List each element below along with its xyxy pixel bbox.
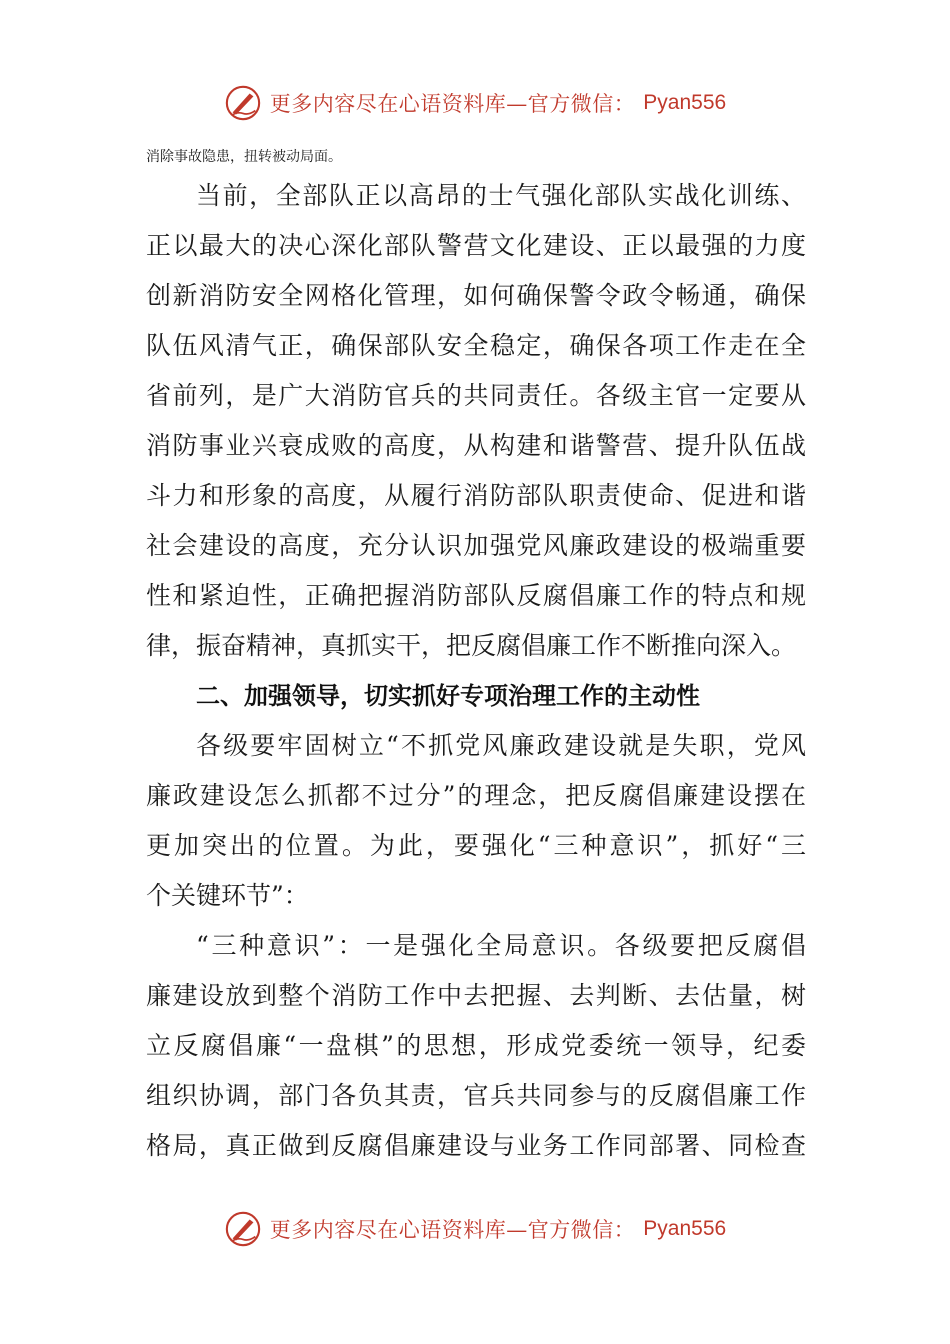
quill-pen-logo-icon xyxy=(224,1210,262,1248)
watermark-text: 更多内容尽在心语资料库—官方微信： xyxy=(269,1218,636,1242)
paragraph-line: 廉政建设怎么抓都不过分”的理念，把反腐倡廉建设摆在 xyxy=(146,781,806,810)
paragraph-line: 个关键环节”： xyxy=(146,881,309,910)
paragraph-line: 省前列，是广大消防官兵的共同责任。各级主官一定要从 xyxy=(146,381,806,410)
watermark-text: 更多内容尽在心语资料库—官方微信： xyxy=(269,92,636,116)
paragraph-line: 创新消防安全网格化管理，如何确保警令政令畅通，确保 xyxy=(146,281,806,310)
paragraph-line: 社会建设的高度，充分认识加强党风廉政建设的极端重要 xyxy=(146,531,806,560)
quill-pen-logo-icon xyxy=(224,84,262,122)
paragraph-line: 当前，全部队正以高昂的士气强化部队实战化训练、 xyxy=(196,181,806,210)
paragraph-line: 立反腐倡廉“一盘棋”的思想，形成党委统一领导，纪委 xyxy=(146,1031,806,1060)
watermark-wechat-id: Pyan556 xyxy=(643,1217,727,1240)
paragraph-line: 正以最大的决心深化部队警营文化建设、正以最强的力度 xyxy=(146,231,806,260)
header-watermark xyxy=(0,84,950,122)
watermark-wechat-id: Pyan556 xyxy=(643,91,727,114)
paragraph-line: “三种意识”：一是强化全局意识。各级要把反腐倡 xyxy=(196,931,806,960)
paragraph-line: 格局，真正做到反腐倡廉建设与业务工作同部署、同检查 xyxy=(146,1131,806,1160)
paragraph-line: 队伍风清气正，确保部队安全稳定，确保各项工作走在全 xyxy=(146,331,806,360)
paragraph-line: 斗力和形象的高度，从履行消防部队职责使命、促进和谐 xyxy=(146,481,806,510)
paragraph-line: 性和紧迫性，正确把握消防部队反腐倡廉工作的特点和规 xyxy=(146,581,806,610)
section-heading: 二、加强领导，切实抓好专项治理工作的主动性 xyxy=(196,682,700,710)
paragraph-line: 各级要牢固树立“不抓党风廉政建设就是失职，党风 xyxy=(196,731,806,760)
paragraph-line: 廉建设放到整个消防工作中去把握、去判断、去估量，树 xyxy=(146,981,806,1010)
footer-watermark xyxy=(0,1210,950,1248)
continuation-text: 消除事故隐患，扭转被动局面。 xyxy=(146,149,342,165)
paragraph-line: 组织协调，部门各负其责，官兵共同参与的反腐倡廉工作 xyxy=(146,1081,806,1110)
paragraph-line: 更加突出的位置。为此，要强化“三种意识”，抓好“三 xyxy=(146,831,806,860)
paragraph-line: 消防事业兴衰成败的高度，从构建和谐警营、提升队伍战 xyxy=(146,431,806,460)
paragraph-line: 律，振奋精神，真抓实干，把反腐倡廉工作不断推向深入。 xyxy=(146,631,797,660)
